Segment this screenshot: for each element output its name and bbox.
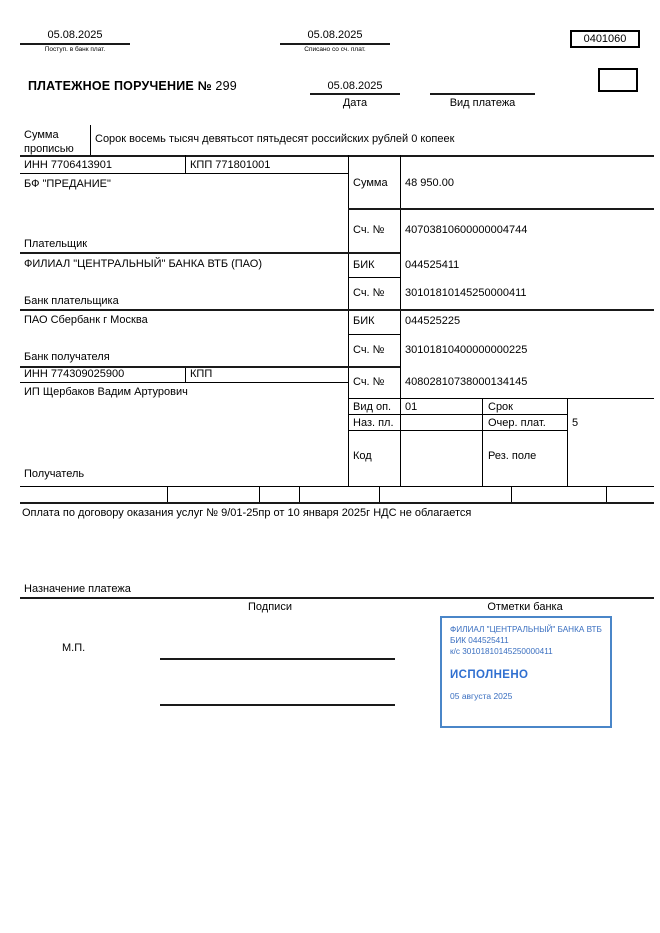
grid-line [167, 487, 168, 502]
amount-words-value: Сорок восемь тысяч девятьсот пятьдесят российских рублей 0 копеек [95, 133, 455, 145]
payer-account-label: Сч. № [353, 224, 385, 236]
grid-line [299, 487, 300, 502]
grid-line [348, 155, 349, 486]
divider-line [430, 93, 535, 95]
stamp-status: ИСПОЛНЕНО [450, 669, 529, 681]
stamp-bik: БИК 044525411 [450, 636, 509, 645]
purpose-text: Оплата по договору оказания услуг № 9/01-25пр от 10 января 2025г НДС не облагается [22, 507, 472, 519]
recipient-bank-label: Банк получателя [24, 351, 110, 363]
signature-line [160, 704, 395, 706]
payer-bank-bik: 044525411 [405, 259, 460, 271]
status-code-box [598, 68, 638, 92]
term-label: Срок [488, 401, 513, 413]
payer-bank-account: 30101810145250000411 [405, 287, 527, 299]
recipient-bank-account: 30101810400000000225 [405, 344, 528, 356]
grid-line [185, 366, 186, 382]
recipient-bank-bik: 044525225 [405, 315, 461, 327]
op-type-label: Вид оп. [353, 401, 392, 413]
signatures-label: Подписи [248, 601, 292, 613]
payer-account: 40703810600000004744 [405, 224, 528, 236]
grid-line [20, 486, 654, 487]
bank-marks-label: Отметки банка [487, 601, 563, 613]
purpose-label: Назначение платежа [24, 583, 131, 595]
sum-label: Сумма [353, 177, 388, 189]
seal-placeholder-label: М.П. [62, 642, 86, 654]
sum-value: 48 950.00 [405, 177, 454, 189]
grid-line [20, 173, 348, 174]
payer-inn: ИНН 7706413901 [24, 159, 113, 171]
grid-line [90, 125, 91, 155]
divider-line [310, 93, 400, 95]
stamp-corr-account: к/с 30101810145250000411 [450, 647, 553, 656]
grid-line [20, 309, 654, 311]
recipient-kpp-label: КПП [190, 368, 213, 380]
grid-line [348, 430, 567, 431]
debited-date: 05.08.2025 [307, 29, 363, 41]
payer-name: БФ "ПРЕДАНИЕ" [24, 178, 111, 190]
grid-line [606, 487, 607, 502]
priority-label: Очер. плат. [488, 417, 546, 429]
payer-bank-label: Банк плательщика [24, 295, 119, 307]
divider-line [280, 43, 390, 45]
bank-execution-stamp [440, 616, 612, 728]
grid-line [348, 414, 567, 415]
op-type-value: 01 [405, 401, 418, 413]
grid-line [348, 334, 400, 335]
doc-number: 299 [215, 79, 237, 93]
grid-line [20, 502, 654, 504]
payer-bank-account-label: Сч. № [353, 287, 385, 299]
received-date: 05.08.2025 [47, 29, 103, 41]
signature-line [160, 658, 395, 660]
divider-line [20, 597, 654, 599]
grid-line [20, 252, 400, 254]
recipient-name: ИП Щербаков Вадим Артурович [24, 386, 188, 398]
payer-label: Плательщик [24, 238, 88, 250]
payment-type-label: Вид платежа [449, 97, 516, 109]
grid-line [348, 398, 654, 399]
recipient-inn: ИНН 774309025900 [24, 368, 125, 380]
purpose-kind-label: Наз. пл. [353, 417, 394, 429]
date-label: Дата [342, 97, 368, 109]
recipient-label: Получатель [24, 468, 85, 480]
priority-value: 5 [572, 417, 579, 429]
stamp-bank-name: ФИЛИАЛ "ЦЕНТРАЛЬНЫЙ" БАНКА ВТБ [450, 625, 602, 634]
grid-line [185, 155, 186, 173]
page-title-text: ПЛАТЕЖНОЕ ПОРУЧЕНИЕ № [28, 79, 212, 93]
received-date-caption: Поступ. в банк плат. [44, 46, 106, 53]
divider-line [20, 43, 130, 45]
grid-line [482, 398, 483, 486]
grid-line [567, 398, 568, 486]
stamp-date: 05 августа 2025 [450, 691, 513, 701]
code-label: Код [353, 450, 372, 462]
payer-bank-name: ФИЛИАЛ "ЦЕНТРАЛЬНЫЙ" БАНКА ВТБ (ПАО) [24, 258, 262, 270]
payer-kpp: КПП 771801001 [190, 159, 271, 171]
divider-line [20, 155, 654, 157]
payer-bank-bik-label: БИК [353, 259, 375, 271]
page-title [28, 79, 237, 93]
grid-line [379, 487, 380, 502]
form-code-box: 0401060 [570, 30, 640, 48]
grid-line [511, 487, 512, 502]
recipient-account-label: Сч. № [353, 376, 385, 388]
grid-line [20, 382, 348, 383]
recipient-bank-bik-label: БИК [353, 315, 375, 327]
debited-date-caption: Списано со сч. плат. [304, 46, 366, 53]
recipient-account: 40802810738000134145 [405, 376, 528, 388]
recipient-bank-name: ПАО Сбербанк г Москва [24, 314, 148, 326]
reserve-field-label: Рез. поле [488, 450, 537, 462]
grid-line [348, 277, 400, 278]
grid-line [348, 208, 654, 210]
grid-line [400, 155, 401, 486]
amount-words-label: Сумма прописью [24, 129, 74, 155]
doc-date: 05.08.2025 [327, 80, 383, 92]
grid-line [259, 487, 260, 502]
recipient-bank-account-label: Сч. № [353, 344, 385, 356]
